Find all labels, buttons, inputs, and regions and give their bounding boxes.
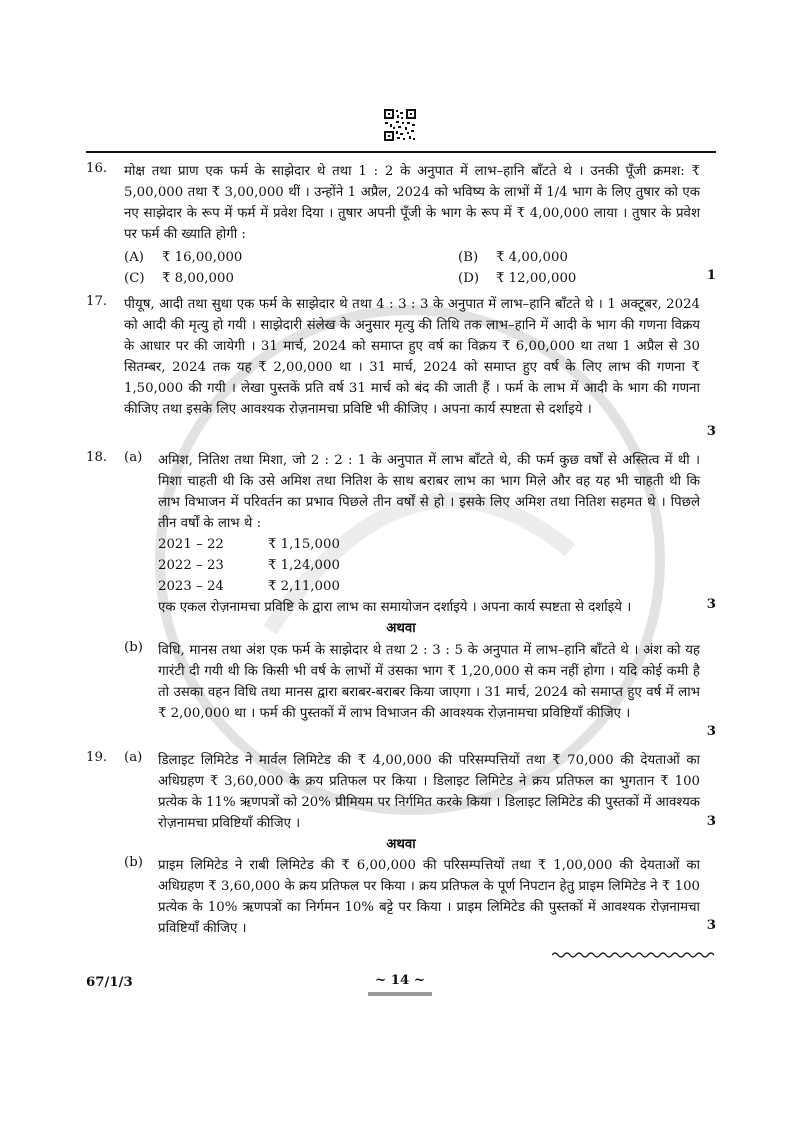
question-18 bbox=[86, 450, 716, 750]
or-divider: अथवा bbox=[386, 837, 416, 852]
part-a-label: (a) bbox=[124, 750, 143, 765]
part-a-text: डिलाइट लिमिटेड ने मार्वल लिमिटेड की ₹ 4,00,000 की परिसम्पत्तियों तथा ₹ 70,000 की देयताओं का अधिग्रहण ₹ 3,60,000 के क्रय प्रतिफल पर किया । डिलाइट लिमिटेड ने क्रय प्रतिफल का भुगतान ₹ 100 प्रत्येक के 11% ऋणपत्रों को 20% प्रीमियम पर निर्गमित करके किया । डिलाइट लिमिटेड की पुस्तकों में आवश्यक रोज़नामचा प्रविष्टियाँ कीजिए । bbox=[158, 753, 700, 831]
marks: 3 bbox=[706, 724, 716, 739]
part-a-label: (a) bbox=[124, 450, 143, 465]
or-divider: अथवा bbox=[386, 621, 416, 636]
marks: 1 bbox=[706, 268, 716, 283]
marks: 3 bbox=[706, 918, 716, 933]
question-number: 19. bbox=[86, 750, 108, 765]
part-b-text: विधि, मानस तथा अंश एक फर्म के साझेदार थे तथा 2 : 3 : 5 के अनुपात में लाभ–हानि बाँटते थे । अंश को यह गारंटी दी गयी थी कि किसी भी वर्ष के लाभों में उसका भाग ₹ 1,20,000 से कम नहीं होगा । यदि कोई कमी है तो उसका वहन विधि तथा मानस द्वारा बराबर-बराबर किया जाएगा । 31 मार्च, 2024 को समाप्त हुए वर्ष में लाभ ₹ 2,00,000 था । फर्म की पुस्तकों में लाभ विभाजन की आवश्यक रोज़नामचा प्रविष्टियाँ कीजिए । bbox=[158, 643, 700, 721]
question-text: पीयूष, आदी तथा सुधा एक फर्म के साझेदार थे तथा 4 : 3 : 3 के अनुपात में लाभ–हानि बाँटते थे । 1 अक्टूबर, 2024 को आदी की मृत्यु हो गयी । साझेदारी संलेख के अनुसार मृत्यु की तिथि तक लाभ–हानि में आदी के भाग की गणना विक्रय के आधार पर की जायेगी । 31 मार्च, 2024 को समाप्त हुए वर्ष का विक्रय ₹ 6,00,000 था तथा 1 अप्रैल से 30 सितम्बर, 2024 तक यह ₹ 2,00,000 था । 31 मार्च, 2024 को समाप्त हुए वर्ष के लिए लाभ की गणना ₹ 1,50,000 की गयी । लेखा पुस्तकें प्रति वर्ष 31 मार्च को बंद की जाती हैं । फर्म के लाभ में आदी के भाग की गणना कीजिए तथा इसके लिए आवश्यक रोज़नामचा प्रविष्टि भी कीजिए । अपना कार्य स्पष्टता से दर्शाइये । bbox=[124, 297, 700, 417]
part-b-text: प्राइम लिमिटेड ने राबी लिमिटेड की ₹ 6,00,000 की परिसम्पत्तियों तथा ₹ 1,00,000 की देयताओं का अधिग्रहण ₹ 3,60,000 के क्रय प्रतिफल पर किया । क्रय प्रतिफल के पूर्ण निपटान हेतु प्राइम लिमिटेड ने ₹ 100 प्रत्येक के 10% ऋणपत्रों का निर्गमन 10% बट्टे पर किया । प्राइम लिमिटेड की पुस्तकों में आवश्यक रोज़नामचा प्रविष्टियाँ कीजिए । bbox=[158, 858, 700, 936]
question-16 bbox=[86, 161, 716, 291]
part-b-label: (b) bbox=[124, 640, 143, 655]
question-number: 17. bbox=[86, 294, 108, 309]
question-17 bbox=[86, 294, 716, 444]
question-number: 16. bbox=[86, 161, 108, 176]
question-number: 18. bbox=[86, 450, 108, 465]
question-19 bbox=[86, 750, 716, 940]
list-item: 2023 – 24 ₹ 2,11,000 bbox=[158, 579, 340, 594]
option-a: (A) ₹ 16,00,000 bbox=[124, 250, 243, 265]
marks: 3 bbox=[706, 814, 716, 829]
wavy-line-icon bbox=[552, 950, 716, 960]
page-number-bar bbox=[368, 992, 432, 996]
option-b: (B) ₹ 4,00,000 bbox=[458, 250, 568, 265]
header-rule bbox=[86, 151, 716, 153]
part-a-text: अमिश, नितिश तथा मिशा, जो 2 : 2 : 1 के अनुपात में लाभ बाँटते थे, की फर्म कुछ वर्षों से अस्तित्व में थी । मिशा चाहती थी कि उसे अमिश तथा नितिश के साथ बराबर लाभ का भाग मिले और वह यह भी चाहती थी कि लाभ विभाजन में परिवर्तन का प्रभाव पिछले तीन वर्षों से हो । इसके लिए अमिश तथा नितिश सहमत थे । पिछले तीन वर्षों के लाभ थे : 2021 – 22 ₹ 1,15,000 2022 – 23 ₹ 1,24,000 2023 – 24 ₹ 2,11,000 एक एकल रोज़नामचा प्रविष्टि के द्वारा लाभ का समायोजन दर्शाइये । अपना कार्य स्पष्टता से दर्शाइये । bbox=[158, 453, 700, 615]
page-number: ~ 14 ~ bbox=[374, 973, 426, 988]
option-d: (D) ₹ 12,00,000 bbox=[458, 271, 577, 286]
list-item: 2021 – 22 ₹ 1,15,000 bbox=[158, 537, 340, 552]
question-text: मोक्ष तथा प्राण एक फर्म के साझेदार थे तथा 1 : 2 के अनुपात में लाभ–हानि बाँटते थे । उनकी पूँजी क्रमश: ₹ 5,00,000 तथा ₹ 3,00,000 थीं । उन्होंने 1 अप्रैल, 2024 को भविष्य के लाभों में 1/4 भाग के लिए तुषार को एक नए साझेदार के रूप में फर्म में प्रवेश दिया । तुषार अपनी पूँजी के भाग के रूप में ₹ 4,00,000 लाया । तुषार के प्रवेश पर फर्म की ख्याति होगी : bbox=[124, 164, 700, 242]
list-item: 2022 – 23 ₹ 1,24,000 bbox=[158, 558, 340, 573]
marks: 3 bbox=[706, 597, 716, 612]
profits-list bbox=[158, 534, 700, 597]
marks: 3 bbox=[706, 424, 716, 439]
part-b-label: (b) bbox=[124, 855, 143, 870]
option-c: (C) ₹ 8,00,000 bbox=[124, 271, 234, 286]
qr-code-icon bbox=[383, 108, 417, 142]
paper-code: 67/1/3 bbox=[86, 975, 133, 990]
